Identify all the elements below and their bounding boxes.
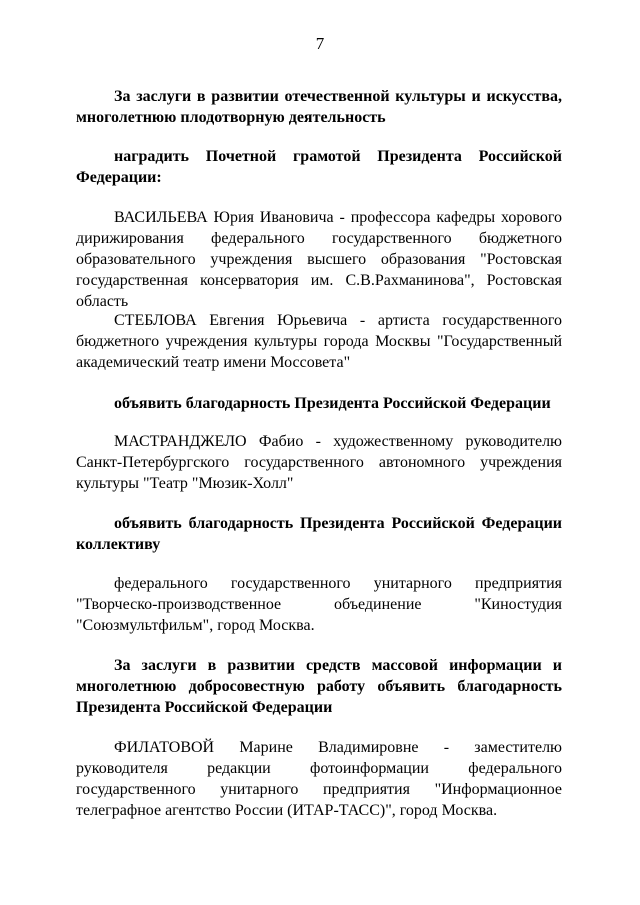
recipient-soyuzmultfilm bbox=[76, 573, 562, 636]
award-gramota-text: наградить Почетной грамотой Президента Российской Федерации: bbox=[76, 148, 562, 186]
recipient-steblova bbox=[76, 310, 562, 373]
thanks-collective-text: объявить благодарность Президента Российской Федерации коллективу bbox=[76, 515, 562, 553]
media-heading-text: За заслуги в развитии средств массовой информации и многолетнюю добросовестную работу объявить благодарность Президента Российской Федерации bbox=[76, 657, 562, 716]
recipient-mastrandzhelo-text: МАСТРАНДЖЕЛО Фабио - художественному руководителю Санкт-Петербургского государственного автономного учреждения культуры "Театр "Мюзик-Холл" bbox=[76, 433, 562, 492]
recipient-soyuzmultfilm-text: федерального государственного унитарного предприятия "Творческо-производственное объединение "Киностудия "Союзмультфильм", город Москва. bbox=[76, 575, 562, 634]
thanks-collective-heading bbox=[76, 513, 562, 555]
recipient-filatova-text: ФИЛАТОВОЙ Марине Владимировне - заместителю руководителя редакции фотоинформации федерального государственного унитарного предприятия "Информационное телеграфное агентство России (ИТАР-ТАСС)", город Москва. bbox=[76, 739, 562, 819]
page-number: 7 bbox=[315, 34, 325, 53]
media-heading bbox=[76, 655, 562, 718]
thanks-president-heading bbox=[76, 393, 562, 414]
recipient-vasilyeva-text: ВАСИЛЬЕВА Юрия Ивановича - профессора кафедры хорового дирижирования федерального государственного бюджетного образовательного учреждения высшего образования "Ростовская государственная консерватория им. С.В.Рахманинова", Ростовская область bbox=[76, 209, 562, 310]
recipient-vasilyeva bbox=[76, 207, 562, 312]
recipient-steblova-text: СТЕБЛОВА Евгения Юрьевича - артиста государственного бюджетного учреждения культуры города Москвы "Государственный академический театр имени Моссовета" bbox=[76, 312, 562, 371]
award-gramota-heading bbox=[76, 146, 562, 188]
recipient-mastrandzhelo bbox=[76, 431, 562, 494]
thanks-president-text: объявить благодарность Президента Российской Федерации bbox=[114, 395, 551, 412]
culture-heading-text: За заслуги в развитии отечественной культуры и искусства, многолетнюю плодотворную деятельность bbox=[76, 88, 562, 126]
recipient-filatova bbox=[76, 737, 562, 821]
culture-heading bbox=[76, 86, 562, 128]
